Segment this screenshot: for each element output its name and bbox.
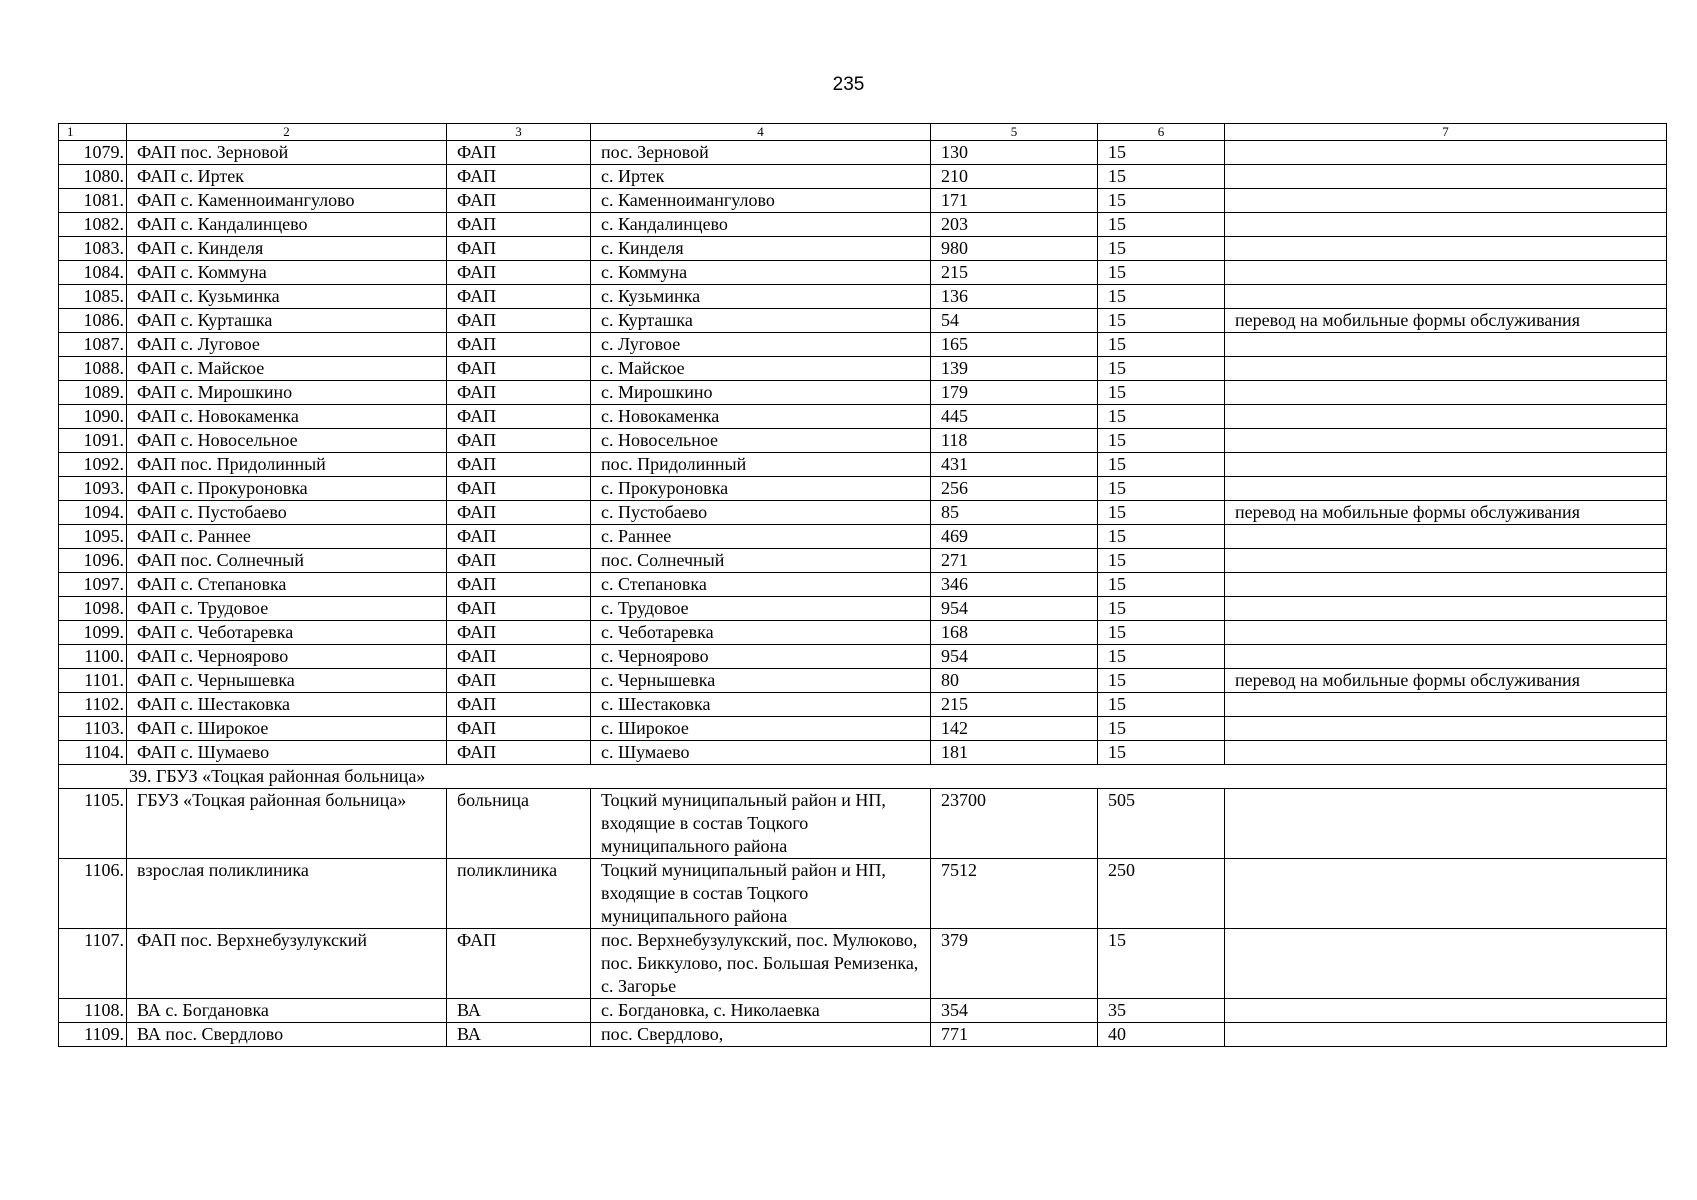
note-cell <box>1225 859 1667 929</box>
service-area-cell: с. Каменноимангулово <box>591 189 931 213</box>
service-area-cell: Тоцкий муниципальный район и НП, входящие в состав Тоцкого муниципального района <box>591 789 931 859</box>
population-cell: 181 <box>931 741 1098 765</box>
facility-type-cell: ФАП <box>447 929 591 999</box>
facility-name-cell: ФАП с. Кандалинцево <box>127 213 447 237</box>
facility-type-cell: ФАП <box>447 741 591 765</box>
row-number-cell: 1086. <box>59 309 127 333</box>
service-area-cell: с. Пустобаево <box>591 501 931 525</box>
population-cell: 23700 <box>931 789 1098 859</box>
population-cell: 954 <box>931 645 1098 669</box>
capacity-cell: 15 <box>1098 381 1225 405</box>
population-cell: 168 <box>931 621 1098 645</box>
facility-type-cell: поликлиника <box>447 859 591 929</box>
facility-type-cell: ФАП <box>447 501 591 525</box>
facility-type-cell: ФАП <box>447 357 591 381</box>
capacity-cell: 15 <box>1098 189 1225 213</box>
population-cell: 136 <box>931 285 1098 309</box>
table-row <box>59 525 1667 549</box>
facility-type-cell: ФАП <box>447 333 591 357</box>
service-area-cell: с. Широкое <box>591 717 931 741</box>
table-row <box>59 645 1667 669</box>
table-row <box>59 693 1667 717</box>
population-cell: 118 <box>931 429 1098 453</box>
facility-name-cell: ФАП с. Шумаево <box>127 741 447 765</box>
note-cell <box>1225 453 1667 477</box>
table-row <box>59 165 1667 189</box>
table-row <box>59 717 1667 741</box>
capacity-cell: 15 <box>1098 597 1225 621</box>
service-area-cell: с. Чернышевка <box>591 669 931 693</box>
service-area-cell: с. Раннее <box>591 525 931 549</box>
facility-name-cell: ФАП с. Черноярово <box>127 645 447 669</box>
note-cell <box>1225 693 1667 717</box>
capacity-cell: 250 <box>1098 859 1225 929</box>
service-area-cell: с. Майское <box>591 357 931 381</box>
capacity-cell: 15 <box>1098 929 1225 999</box>
population-cell: 771 <box>931 1023 1098 1047</box>
capacity-cell: 15 <box>1098 477 1225 501</box>
row-number-cell: 1109. <box>59 1023 127 1047</box>
note-cell <box>1225 929 1667 999</box>
capacity-cell: 15 <box>1098 549 1225 573</box>
note-cell <box>1225 477 1667 501</box>
column-header: 2 <box>127 124 447 141</box>
facility-name-cell: ФАП с. Новосельное <box>127 429 447 453</box>
note-cell <box>1225 429 1667 453</box>
capacity-cell: 15 <box>1098 405 1225 429</box>
facility-name-cell: ФАП с. Майское <box>127 357 447 381</box>
note-cell <box>1225 1023 1667 1047</box>
facility-type-cell: ФАП <box>447 645 591 669</box>
note-cell <box>1225 597 1667 621</box>
section-header-row <box>59 765 1667 789</box>
row-number-cell: 1103. <box>59 717 127 741</box>
facility-type-cell: ФАП <box>447 525 591 549</box>
table-row <box>59 477 1667 501</box>
facility-name-cell: ФАП с. Новокаменка <box>127 405 447 429</box>
facility-type-cell: ФАП <box>447 573 591 597</box>
service-area-cell: с. Кузьминка <box>591 285 931 309</box>
facility-type-cell: ФАП <box>447 453 591 477</box>
table-row <box>59 285 1667 309</box>
table-row <box>59 859 1667 929</box>
service-area-cell: с. Луговое <box>591 333 931 357</box>
population-cell: 980 <box>931 237 1098 261</box>
note-cell <box>1225 645 1667 669</box>
row-number-cell: 1107. <box>59 929 127 999</box>
service-area-cell: пос. Зерновой <box>591 141 931 165</box>
population-cell: 271 <box>931 549 1098 573</box>
table-row <box>59 741 1667 765</box>
note-cell <box>1225 333 1667 357</box>
capacity-cell: 15 <box>1098 573 1225 597</box>
facility-name-cell: ВА с. Богдановка <box>127 999 447 1023</box>
row-number-cell: 1080. <box>59 165 127 189</box>
facility-type-cell: ФАП <box>447 717 591 741</box>
capacity-cell: 15 <box>1098 309 1225 333</box>
column-header: 1 <box>59 124 127 141</box>
facility-name-cell: ФАП с. Трудовое <box>127 597 447 621</box>
facility-name-cell: ФАП пос. Солнечный <box>127 549 447 573</box>
service-area-cell: с. Богдановка, с. Николаевка <box>591 999 931 1023</box>
service-area-cell: с. Новокаменка <box>591 405 931 429</box>
row-number-cell: 1081. <box>59 189 127 213</box>
capacity-cell: 505 <box>1098 789 1225 859</box>
table-row <box>59 669 1667 693</box>
service-area-cell: с. Трудовое <box>591 597 931 621</box>
row-number-cell: 1101. <box>59 669 127 693</box>
service-area-cell: пос. Придолинный <box>591 453 931 477</box>
facility-type-cell: ФАП <box>447 381 591 405</box>
capacity-cell: 15 <box>1098 741 1225 765</box>
table-row <box>59 429 1667 453</box>
column-header: 6 <box>1098 124 1225 141</box>
section-title: 39. ГБУЗ «Тоцкая районная больница» <box>59 765 1667 789</box>
facility-name-cell: ФАП с. Пустобаево <box>127 501 447 525</box>
row-number-cell: 1092. <box>59 453 127 477</box>
row-number-cell: 1082. <box>59 213 127 237</box>
population-cell: 54 <box>931 309 1098 333</box>
table-body-part-1 <box>59 141 1667 765</box>
row-number-cell: 1098. <box>59 597 127 621</box>
table-row <box>59 357 1667 381</box>
service-area-cell: Тоцкий муниципальный район и НП, входящие в состав Тоцкого муниципального района <box>591 859 931 929</box>
row-number-cell: 1085. <box>59 285 127 309</box>
facilities-table <box>58 123 1667 1047</box>
row-number-cell: 1100. <box>59 645 127 669</box>
population-cell: 469 <box>931 525 1098 549</box>
row-number-cell: 1088. <box>59 357 127 381</box>
capacity-cell: 15 <box>1098 525 1225 549</box>
capacity-cell: 15 <box>1098 333 1225 357</box>
facility-name-cell: ФАП пос. Верхнебузулукский <box>127 929 447 999</box>
service-area-cell: с. Курташка <box>591 309 931 333</box>
facility-type-cell: ФАП <box>447 165 591 189</box>
population-cell: 85 <box>931 501 1098 525</box>
note-cell <box>1225 261 1667 285</box>
row-number-cell: 1079. <box>59 141 127 165</box>
column-number-row <box>59 124 1667 141</box>
facility-name-cell: ГБУЗ «Тоцкая районная больница» <box>127 789 447 859</box>
service-area-cell: с. Мирошкино <box>591 381 931 405</box>
table-row <box>59 789 1667 859</box>
capacity-cell: 15 <box>1098 621 1225 645</box>
population-cell: 215 <box>931 693 1098 717</box>
facility-name-cell: ФАП пос. Зерновой <box>127 141 447 165</box>
population-cell: 139 <box>931 357 1098 381</box>
facility-type-cell: ФАП <box>447 669 591 693</box>
facility-name-cell: ФАП с. Кузьминка <box>127 285 447 309</box>
note-cell <box>1225 357 1667 381</box>
facility-type-cell: ФАП <box>447 477 591 501</box>
service-area-cell: с. Шумаево <box>591 741 931 765</box>
section-row-group <box>59 765 1667 789</box>
note-cell <box>1225 741 1667 765</box>
facility-type-cell: ВА <box>447 1023 591 1047</box>
row-number-cell: 1089. <box>59 381 127 405</box>
table-row <box>59 189 1667 213</box>
capacity-cell: 15 <box>1098 285 1225 309</box>
capacity-cell: 15 <box>1098 429 1225 453</box>
capacity-cell: 15 <box>1098 237 1225 261</box>
facility-type-cell: ФАП <box>447 141 591 165</box>
table-row <box>59 213 1667 237</box>
population-cell: 179 <box>931 381 1098 405</box>
row-number-cell: 1090. <box>59 405 127 429</box>
facility-type-cell: ВА <box>447 999 591 1023</box>
facility-type-cell: ФАП <box>447 405 591 429</box>
note-cell <box>1225 549 1667 573</box>
population-cell: 256 <box>931 477 1098 501</box>
capacity-cell: 15 <box>1098 213 1225 237</box>
facility-name-cell: ФАП с. Степановка <box>127 573 447 597</box>
table-row <box>59 141 1667 165</box>
service-area-cell: с. Шестаковка <box>591 693 931 717</box>
facility-type-cell: ФАП <box>447 261 591 285</box>
population-cell: 954 <box>931 597 1098 621</box>
service-area-cell: с. Иртек <box>591 165 931 189</box>
table-row <box>59 999 1667 1023</box>
service-area-cell: с. Чеботаревка <box>591 621 931 645</box>
note-cell <box>1225 141 1667 165</box>
facility-type-cell: больница <box>447 789 591 859</box>
note-cell <box>1225 165 1667 189</box>
facility-name-cell: ВА пос. Свердлово <box>127 1023 447 1047</box>
row-number-cell: 1095. <box>59 525 127 549</box>
facility-type-cell: ФАП <box>447 429 591 453</box>
table-row <box>59 549 1667 573</box>
facility-name-cell: ФАП с. Шестаковка <box>127 693 447 717</box>
table-row <box>59 453 1667 477</box>
facility-name-cell: ФАП с. Чернышевка <box>127 669 447 693</box>
facility-type-cell: ФАП <box>447 237 591 261</box>
population-cell: 130 <box>931 141 1098 165</box>
note-cell <box>1225 237 1667 261</box>
service-area-cell: пос. Верхнебузулукский, пос. Мулюково, пос. Биккулово, пос. Большая Ремизенка, с. Загорье <box>591 929 931 999</box>
row-number-cell: 1108. <box>59 999 127 1023</box>
column-header: 7 <box>1225 124 1667 141</box>
note-cell <box>1225 405 1667 429</box>
capacity-cell: 35 <box>1098 999 1225 1023</box>
service-area-cell: с. Новосельное <box>591 429 931 453</box>
note-cell <box>1225 189 1667 213</box>
capacity-cell: 15 <box>1098 141 1225 165</box>
service-area-cell: с. Черноярово <box>591 645 931 669</box>
population-cell: 171 <box>931 189 1098 213</box>
note-cell <box>1225 573 1667 597</box>
population-cell: 7512 <box>931 859 1098 929</box>
note-cell: перевод на мобильные формы обслуживания <box>1225 669 1667 693</box>
facility-name-cell: ФАП с. Чеботаревка <box>127 621 447 645</box>
row-number-cell: 1087. <box>59 333 127 357</box>
row-number-cell: 1104. <box>59 741 127 765</box>
row-number-cell: 1102. <box>59 693 127 717</box>
note-cell <box>1225 621 1667 645</box>
facility-name-cell: ФАП с. Мирошкино <box>127 381 447 405</box>
service-area-cell: с. Прокуроновка <box>591 477 931 501</box>
service-area-cell: с. Степановка <box>591 573 931 597</box>
population-cell: 379 <box>931 929 1098 999</box>
capacity-cell: 15 <box>1098 261 1225 285</box>
column-header: 4 <box>591 124 931 141</box>
row-number-cell: 1106. <box>59 859 127 929</box>
facility-name-cell: ФАП с. Раннее <box>127 525 447 549</box>
population-cell: 210 <box>931 165 1098 189</box>
population-cell: 445 <box>931 405 1098 429</box>
note-cell <box>1225 213 1667 237</box>
capacity-cell: 15 <box>1098 453 1225 477</box>
row-number-cell: 1083. <box>59 237 127 261</box>
row-number-cell: 1099. <box>59 621 127 645</box>
row-number-cell: 1094. <box>59 501 127 525</box>
capacity-cell: 40 <box>1098 1023 1225 1047</box>
facility-name-cell: ФАП с. Курташка <box>127 309 447 333</box>
facility-name-cell: ФАП пос. Придолинный <box>127 453 447 477</box>
capacity-cell: 15 <box>1098 645 1225 669</box>
facility-type-cell: ФАП <box>447 309 591 333</box>
population-cell: 354 <box>931 999 1098 1023</box>
table-row <box>59 237 1667 261</box>
table-row <box>59 405 1667 429</box>
note-cell <box>1225 525 1667 549</box>
population-cell: 431 <box>931 453 1098 477</box>
note-cell <box>1225 381 1667 405</box>
facility-type-cell: ФАП <box>447 597 591 621</box>
capacity-cell: 15 <box>1098 717 1225 741</box>
table-row <box>59 573 1667 597</box>
service-area-cell: пос. Солнечный <box>591 549 931 573</box>
facility-name-cell: ФАП с. Широкое <box>127 717 447 741</box>
service-area-cell: пос. Свердлово, <box>591 1023 931 1047</box>
facility-type-cell: ФАП <box>447 285 591 309</box>
facility-type-cell: ФАП <box>447 693 591 717</box>
note-cell <box>1225 789 1667 859</box>
facility-name-cell: ФАП с. Каменноимангулово <box>127 189 447 213</box>
row-number-cell: 1097. <box>59 573 127 597</box>
capacity-cell: 15 <box>1098 501 1225 525</box>
table-row <box>59 261 1667 285</box>
capacity-cell: 15 <box>1098 669 1225 693</box>
facility-type-cell: ФАП <box>447 549 591 573</box>
column-header: 5 <box>931 124 1098 141</box>
facility-name-cell: взрослая поликлиника <box>127 859 447 929</box>
table-row <box>59 501 1667 525</box>
population-cell: 80 <box>931 669 1098 693</box>
table-row <box>59 333 1667 357</box>
facility-type-cell: ФАП <box>447 621 591 645</box>
note-cell: перевод на мобильные формы обслуживания <box>1225 309 1667 333</box>
table-row <box>59 621 1667 645</box>
facility-name-cell: ФАП с. Луговое <box>127 333 447 357</box>
service-area-cell: с. Кинделя <box>591 237 931 261</box>
population-cell: 346 <box>931 573 1098 597</box>
facility-name-cell: ФАП с. Кинделя <box>127 237 447 261</box>
row-number-cell: 1105. <box>59 789 127 859</box>
page-number: 235 <box>832 74 865 95</box>
facility-name-cell: ФАП с. Коммуна <box>127 261 447 285</box>
facility-type-cell: ФАП <box>447 189 591 213</box>
table-body-part-2 <box>59 789 1667 1047</box>
capacity-cell: 15 <box>1098 165 1225 189</box>
service-area-cell: с. Кандалинцево <box>591 213 931 237</box>
facility-name-cell: ФАП с. Прокуроновка <box>127 477 447 501</box>
note-cell <box>1225 999 1667 1023</box>
population-cell: 142 <box>931 717 1098 741</box>
note-cell <box>1225 717 1667 741</box>
population-cell: 165 <box>931 333 1098 357</box>
row-number-cell: 1091. <box>59 429 127 453</box>
row-number-cell: 1093. <box>59 477 127 501</box>
note-cell: перевод на мобильные формы обслуживания <box>1225 501 1667 525</box>
table-row <box>59 309 1667 333</box>
note-cell <box>1225 285 1667 309</box>
population-cell: 215 <box>931 261 1098 285</box>
capacity-cell: 15 <box>1098 357 1225 381</box>
facility-type-cell: ФАП <box>447 213 591 237</box>
table-row <box>59 381 1667 405</box>
capacity-cell: 15 <box>1098 693 1225 717</box>
facility-name-cell: ФАП с. Иртек <box>127 165 447 189</box>
row-number-cell: 1084. <box>59 261 127 285</box>
population-cell: 203 <box>931 213 1098 237</box>
service-area-cell: с. Коммуна <box>591 261 931 285</box>
column-header: 3 <box>447 124 591 141</box>
table-row <box>59 1023 1667 1047</box>
table-row <box>59 929 1667 999</box>
row-number-cell: 1096. <box>59 549 127 573</box>
table-row <box>59 597 1667 621</box>
